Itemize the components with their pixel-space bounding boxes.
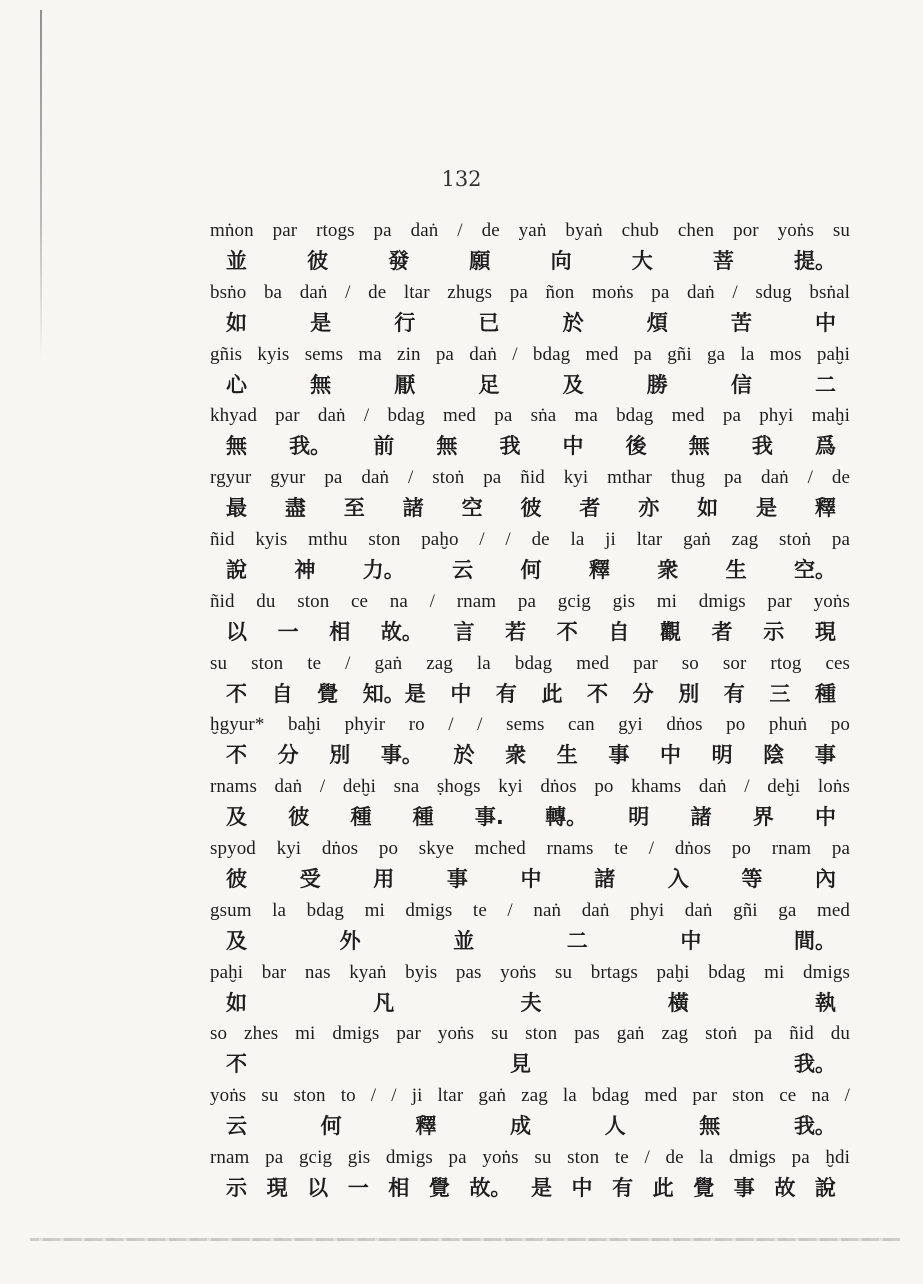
chinese-character: 凡 — [373, 990, 395, 1015]
chinese-character: 神 — [294, 557, 316, 582]
chinese-character: 及 — [226, 805, 247, 830]
chinese-character: 不 — [556, 619, 578, 644]
chinese-character: 不 — [226, 743, 247, 768]
chinese-character: 於 — [453, 743, 475, 768]
tibetan-transliteration-line: ñid kyis mthu ston paḫo / / de la ji ltar gaṅ zag stoṅ pa — [210, 528, 850, 550]
chinese-character: 中 — [814, 310, 836, 335]
line-pair — [210, 277, 850, 339]
chinese-character: 別 — [329, 743, 351, 768]
chinese-gloss-line — [210, 864, 850, 894]
chinese-character: 事 — [733, 1175, 755, 1200]
chinese-character: 中 — [450, 681, 472, 706]
chinese-character: 如 — [226, 990, 247, 1015]
chinese-character: 見 — [510, 1052, 531, 1077]
chinese-character: 中 — [660, 743, 681, 768]
chinese-character: 中 — [814, 805, 836, 830]
chinese-character: 最 — [226, 496, 247, 521]
tibetan-transliteration-line: rnam pa gcig gis dmigs pa yoṅs su ston te / de la dmigs pa ḫdi — [210, 1146, 850, 1168]
chinese-character: 間。 — [793, 928, 836, 953]
chinese-character: 足 — [478, 372, 500, 397]
line-pair — [210, 215, 850, 277]
chinese-character: 用 — [373, 866, 395, 891]
line-pair — [210, 1018, 850, 1080]
chinese-character: 厭 — [394, 372, 416, 397]
chinese-character: 並 — [226, 249, 247, 273]
chinese-character: 中 — [562, 434, 584, 459]
chinese-character: 知。是 — [362, 681, 426, 706]
chinese-character: 示 — [763, 619, 785, 644]
chinese-character: 一 — [277, 619, 299, 644]
line-pair — [210, 524, 850, 586]
chinese-gloss-line — [210, 246, 850, 276]
chinese-character: 二 — [814, 372, 836, 397]
chinese-character: 何 — [320, 1114, 342, 1139]
chinese-character: 種 — [814, 681, 836, 706]
chinese-character: 如 — [697, 496, 719, 521]
line-pair — [210, 771, 850, 833]
chinese-character: 觀 — [660, 619, 681, 644]
chinese-character: 有 — [495, 681, 517, 706]
chinese-character: 夫 — [520, 990, 542, 1015]
chinese-gloss-line — [210, 1111, 850, 1141]
chinese-character: 故。 — [380, 619, 423, 644]
chinese-gloss-line — [210, 617, 850, 647]
chinese-character: 無 — [688, 434, 710, 459]
chinese-character: 發 — [388, 249, 410, 273]
chinese-character: 明 — [711, 743, 733, 768]
chinese-character: 無 — [699, 1114, 721, 1139]
chinese-character: 覺 — [317, 681, 339, 706]
chinese-character: 事。 — [380, 743, 423, 768]
chinese-character: 已 — [478, 310, 500, 335]
chinese-character: 事 — [608, 743, 630, 768]
chinese-character: 外 — [339, 928, 361, 953]
chinese-character: 成 — [509, 1114, 531, 1139]
chinese-character: 我。 — [793, 1114, 836, 1139]
chinese-character: 不 — [226, 681, 247, 706]
chinese-character: 覺 — [693, 1175, 715, 1200]
chinese-character: 言 — [453, 619, 475, 644]
chinese-character: 釋 — [588, 557, 610, 582]
chinese-gloss-line — [210, 555, 850, 585]
line-pair — [210, 339, 850, 401]
tibetan-transliteration-line: yoṅs su ston to / / ji ltar gaṅ zag la bdag med par ston ce na / — [210, 1085, 850, 1107]
chinese-character: 彼 — [520, 496, 542, 521]
chinese-character: 內 — [815, 866, 836, 891]
chinese-character: 云 — [452, 557, 474, 582]
chinese-character: 是 — [756, 496, 778, 521]
chinese-character: 我 — [751, 434, 773, 459]
chinese-character: 二 — [566, 928, 588, 953]
chinese-character: 生 — [725, 557, 747, 582]
chinese-character: 中 — [680, 928, 702, 953]
chinese-character: 事 — [446, 866, 468, 891]
chinese-character: 前 — [373, 434, 395, 459]
chinese-gloss-line — [210, 308, 850, 338]
chinese-character: 不 — [587, 681, 609, 706]
chinese-character: 自 — [608, 619, 630, 644]
chinese-character: 大 — [631, 249, 653, 273]
text-block — [210, 215, 850, 1204]
chinese-character: 故。 — [469, 1175, 512, 1200]
chinese-gloss-line — [210, 1049, 850, 1079]
chinese-character: 願 — [469, 249, 491, 273]
chinese-gloss-line — [210, 988, 850, 1018]
chinese-character: 若 — [505, 619, 527, 644]
chinese-character: 此 — [652, 1175, 674, 1200]
chinese-gloss-line — [210, 679, 850, 709]
chinese-character: 爲 — [814, 434, 836, 459]
line-pair — [210, 1080, 850, 1142]
chinese-character: 故 — [774, 1175, 796, 1200]
chinese-character: 及 — [226, 928, 247, 953]
chinese-character: 衆 — [657, 557, 679, 582]
chinese-character: 彼 — [288, 805, 310, 830]
chinese-character: 執 — [815, 990, 836, 1015]
line-pair — [210, 400, 850, 462]
tibetan-transliteration-line: paḫi bar nas kyaṅ byis pas yoṅs su brtags paḫi bdag mi dmigs — [210, 961, 850, 983]
chinese-character: 何 — [520, 557, 542, 582]
chinese-character: 一 — [347, 1175, 369, 1200]
chinese-character: 煩 — [646, 310, 668, 335]
chinese-character: 橫 — [667, 990, 689, 1015]
chinese-character: 有 — [723, 681, 745, 706]
chinese-character: 亦 — [638, 496, 660, 521]
chinese-character: 分 — [277, 743, 299, 768]
chinese-character: 我。 — [289, 434, 332, 459]
chinese-character: 彼 — [307, 249, 329, 273]
chinese-character: 是 — [530, 1175, 552, 1200]
page-number: 132 — [441, 167, 482, 191]
line-pair — [210, 1142, 850, 1204]
line-pair — [210, 648, 850, 710]
chinese-character: 苦 — [730, 310, 752, 335]
chinese-character: 力。 — [362, 557, 405, 582]
chinese-character: 我 — [499, 434, 521, 459]
chinese-character: 中 — [571, 1175, 593, 1200]
chinese-character: 入 — [667, 866, 689, 891]
tibetan-transliteration-line: ḫgyur* baḫi phyir ro / / sems can gyi dṅos po phuṅ po — [210, 714, 850, 736]
chinese-character: 示 — [226, 1175, 247, 1200]
chinese-character: 心 — [226, 372, 247, 397]
tibetan-transliteration-line: ñid du ston ce na / rnam pa gcig gis mi dmigs par yoṅs — [210, 590, 850, 612]
tibetan-transliteration-line: gsum la bdag mi dmigs te / naṅ daṅ phyi daṅ gñi ga med — [210, 899, 850, 921]
chinese-character: 三 — [769, 681, 791, 706]
tibetan-transliteration-line: mṅon par rtogs pa daṅ / de yaṅ byaṅ chub chen por yoṅs su — [210, 220, 850, 241]
chinese-character: 衆 — [505, 743, 527, 768]
chinese-character: 諸 — [402, 496, 424, 521]
chinese-character: 有 — [612, 1175, 634, 1200]
line-pair — [210, 895, 850, 957]
chinese-character: 如 — [226, 310, 247, 335]
chinese-character: 無 — [226, 434, 247, 459]
chinese-character: 事 — [814, 743, 836, 768]
chinese-character: 勝 — [646, 372, 668, 397]
chinese-character: 空 — [461, 496, 483, 521]
chinese-gloss-line — [210, 493, 850, 523]
chinese-character: 無 — [436, 434, 458, 459]
chinese-character: 中 — [520, 866, 542, 891]
chinese-character: 諸 — [594, 866, 616, 891]
chinese-character: 盡 — [284, 496, 306, 521]
chinese-character: 是 — [310, 310, 332, 335]
chinese-gloss-line — [210, 431, 850, 461]
chinese-character: 提。 — [793, 249, 836, 273]
tibetan-transliteration-line: spyod kyi dṅos po skye mched rnams te / dṅos po rnam pa — [210, 837, 850, 859]
chinese-character: 相 — [329, 619, 351, 644]
chinese-character: 說 — [814, 1175, 836, 1200]
chinese-character: 於 — [562, 310, 584, 335]
chinese-character: 釋 — [814, 496, 836, 521]
chinese-gloss-line — [210, 802, 850, 832]
line-pair — [210, 462, 850, 524]
chinese-character: 以 — [307, 1175, 329, 1200]
tibetan-transliteration-line: khyad par daṅ / bdag med pa sṅa ma bdag med pa phyi maḫi — [210, 405, 850, 427]
tibetan-transliteration-line: su ston te / gaṅ zag la bdag med par so sor rtog ces — [210, 652, 850, 674]
chinese-character: 相 — [388, 1175, 410, 1200]
chinese-character: 生 — [556, 743, 578, 768]
line-pair — [210, 833, 850, 895]
chinese-character: 菩 — [712, 249, 734, 273]
chinese-character: 以 — [226, 619, 247, 644]
chinese-character: 受 — [299, 866, 321, 891]
bottom-rule — [30, 1238, 900, 1241]
chinese-character: 至 — [343, 496, 365, 521]
chinese-character: 我。 — [794, 1052, 836, 1077]
chinese-character: 覺 — [428, 1175, 450, 1200]
chinese-character: 釋 — [415, 1114, 437, 1139]
tibetan-transliteration-line: so zhes mi dmigs par yoṅs su ston pas gaṅ zag stoṅ pa ñid du — [210, 1023, 850, 1045]
tibetan-transliteration-line: rgyur gyur pa daṅ / stoṅ pa ñid kyi mthar thug pa daṅ / de — [210, 467, 850, 489]
chinese-gloss-line — [210, 370, 850, 400]
line-pair — [210, 957, 850, 1019]
chinese-character: 彼 — [226, 866, 247, 891]
chinese-character: 別 — [678, 681, 700, 706]
chinese-character: 此 — [541, 681, 563, 706]
chinese-character: 並 — [453, 928, 475, 953]
chinese-character: 云 — [226, 1114, 247, 1139]
tibetan-transliteration-line: gñis kyis sems ma zin pa daṅ / bdag med pa gñi ga la mos paḫi — [210, 343, 850, 365]
chinese-gloss-line — [210, 740, 850, 770]
chinese-character: 說 — [226, 557, 247, 582]
chinese-character: 等 — [741, 866, 763, 891]
chinese-character: 者 — [711, 619, 733, 644]
chinese-character: 及 — [562, 372, 584, 397]
chinese-character: 事. — [474, 805, 504, 830]
chinese-character: 種 — [350, 805, 372, 830]
chinese-character: 種 — [412, 805, 434, 830]
chinese-character: 後 — [625, 434, 647, 459]
chinese-character: 現 — [814, 619, 836, 644]
chinese-character: 明 — [628, 805, 650, 830]
chinese-gloss-line — [210, 926, 850, 956]
line-pair — [210, 586, 850, 648]
chinese-character: 諸 — [690, 805, 712, 830]
chinese-character: 向 — [550, 249, 572, 273]
chinese-character: 不 — [226, 1052, 247, 1077]
tibetan-transliteration-line: rnams daṅ / deḫi sna ṣhogs kyi dṅos po khams daṅ / deḫi loṅs — [210, 776, 850, 798]
chinese-character: 人 — [604, 1114, 626, 1139]
chinese-character: 信 — [730, 372, 752, 397]
chinese-character: 轉。 — [545, 805, 588, 830]
chinese-character: 現 — [266, 1175, 288, 1200]
chinese-character: 無 — [310, 372, 332, 397]
chinese-character: 空。 — [794, 557, 836, 582]
chinese-gloss-line — [210, 1173, 850, 1203]
line-pair — [210, 709, 850, 771]
chinese-character: 行 — [394, 310, 416, 335]
tibetan-transliteration-line: bsṅo ba daṅ / de ltar zhugs pa ñon moṅs pa daṅ / sdug bsṅal — [210, 281, 850, 303]
chinese-character: 者 — [579, 496, 601, 521]
chinese-character: 陰 — [763, 743, 785, 768]
chinese-character: 自 — [271, 681, 293, 706]
chinese-character: 分 — [632, 681, 654, 706]
chinese-character: 界 — [752, 805, 774, 830]
